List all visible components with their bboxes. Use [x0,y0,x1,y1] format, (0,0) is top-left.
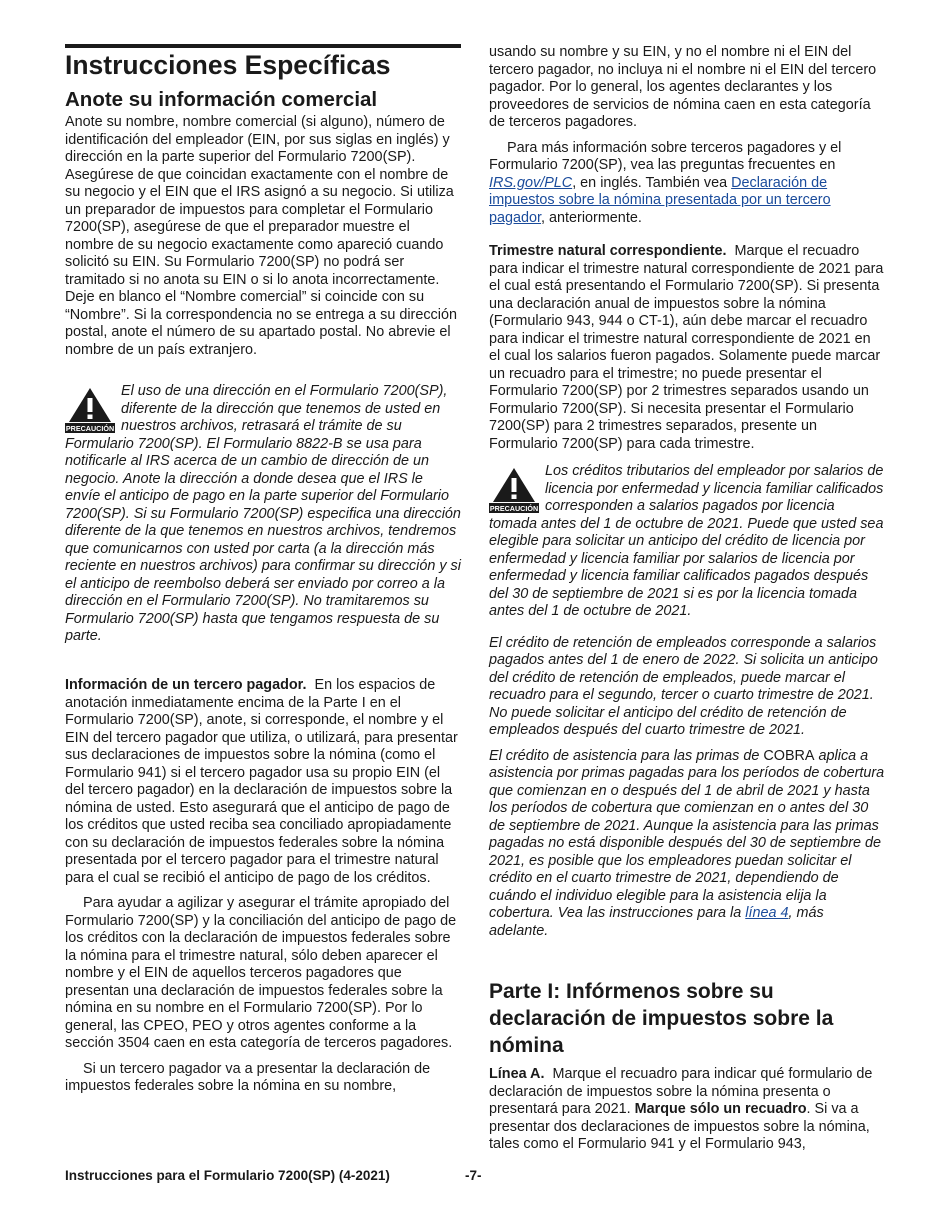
more-info-paragraph [489,140,885,228]
continued-paragraph: usando su nombre y su EIN, y no el nombre ni el EIN del tercero pagador, no incluya ni el nombre ni el EIN del tercero pagador. Por lo general, los agentes declarantes y los proveedores de servicios de nómina caen en esta categoría de terceros pagadores. [489,44,877,130]
irs-plc-link[interactable]: IRS.gov/PLC [489,174,573,191]
expedite-paragraph: Para ayudar a agilizar y asegurar el trámite apropiado del Formulario 7200(SP) y la conciliación del anticipo de pago de los créditos con la declaración de impuestos federales sobre la nómina para el trimestre natural, sólo deben aparecer el nombre y el EIN de aquellos terceros pagadores que presentan una declaración de impuestos federales sobre la nómina en su nombre en el Formulario 7200(SP). Por lo general, las CPEO, PEO y otros agentes conforme a la sección 3504 caen en esta categoría de terceros pagadores. [65,895,457,1051]
caution-box-address [65,383,461,646]
right-column-top [489,44,885,453]
page-title: Instrucciones Específicas [65,50,391,80]
third-party-declaration-link[interactable]: Declaración de impuestos sobre la nómina presentada por un tercero pagador [489,174,831,226]
cobra-text-c: , más adelante. [489,905,824,939]
footer-form-title: Instrucciones para el Formulario 7200(SP) (4-2021) [65,1168,390,1183]
cobra-text-a: El crédito de asistencia para las primas de [489,747,760,764]
third-party-heading: Información de un tercero pagador. [65,677,307,693]
business-info-section [65,114,461,359]
more-info-text-b: , en inglés. También vea [572,174,728,191]
calendar-quarter-text: Marque el recuadro para indicar el trimestre natural correspondiente de 2021 para el cual está presentando el Formulario 7200(SP). Si presenta una declaración anual de impuestos sobre la nómina (Formulario 943, 944 o CT-1), aún debe marcar el recuadro para indicar el trimestre natural correspondiente de 2021 en el cual los salarios fueron pagados. Solamente puede marcar un recuadro para el trimestre; no puede presentar el Formulario 7200(SP) por 2 trimestres separados usando un Formulario 7200(SP). Si necesita presentar el Formulario 7200(SP) para 2 trimestres separados, presente un Formulario 7200(SP) para cada trimestre. [489,243,884,452]
line-a-text-1: Marque el recuadro para indicar qué formulario de declaración de impuestos sobre la nómina presenta o presentará para 2021. [489,1066,873,1117]
warning-triangle-icon [65,386,115,433]
third-party-section [65,677,461,1096]
section-heading-business-info: Anote su información comercial [65,88,378,111]
line-a-section [489,1066,885,1154]
more-info-text-a: Para más información sobre terceros pagadores y el Formulario 7200(SP), vea las preguntas frecuentes en [489,139,842,173]
line-4-link[interactable]: línea 4 [745,905,789,921]
line-a-heading: Línea A. [489,1066,545,1082]
third-party-text: En los espacios de anotación inmediatamente encima de la Parte I en el Formulario 7200(SP), anote, si corresponde, el nombre y el EIN del tercero pagador que utiliza, o utilizará, para presentar sus declaraciones de impuestos sobre la nómina (como el Formulario 941) si el tercero pagador usa su propio EIN (el del tercero pagador) en la declaración de impuestos sobre la nómina de usted. Esto asegurará que el anticipo de pago de los créditos que usted reciba sea conciliado apropiadamente con su declaración de impuestos federales sobre la nómina presentada por el tercero pagador para el trimestre natural para el cual se recibió el anticipo de pago de los créditos. [65,677,458,886]
caution-box-credits [489,463,885,940]
caution-text-address: El uso de una dirección en el Formulario 7200(SP), diferente de la dirección que tenemos de usted en nuestros archivos, retrasará el trámite de su Formulario 7200(SP). El Formulario 8822-B se usa para notificarle al IRS acerca de un cambio de dirección de un negocio. Anote la dirección a donde desea que el IRS le envíe el anticipo de pago en la parte superior del Formulario 7200(SP). Si su Formulario 7200(SP) especifica una dirección diferente de la que tenemos en nuestros archivos, tendremos que comunicarnos con usted por carta (a la dirección más reciente en nuestros archivos) para confirmar su dirección y si el anticipo de reembolso deberá ser enviado por correo a la dirección en el Formulario 7200(SP). No tramitaremos su Formulario 7200(SP) hasta que tengamos respuesta de su parte. [65,383,461,644]
more-info-text-c: , anteriormente. [541,209,642,226]
third-party-filing-paragraph: Si un tercero pagador va a presentar la declaración de impuestos federales sobre la nómina en su nombre, [65,1060,431,1094]
caution-text-credits: Los créditos tributarios del empleador por salarios de licencia por enfermedad y licencia familiar calificados corresponden a salarios pagados por licencia tomada antes del 1 de octubre de 2021. Puede que usted sea elegible para solicitar un anticipo del crédito de licencia por enfermedad y licencia familiar por salarios de licencia por enfermedad y licencia familiar calificados pagados después del 30 de septiembre de 2021 si es por la licencia tomada antes del 1 de octubre de 2021. [489,463,884,619]
calendar-quarter-heading: Trimestre natural correspondiente. [489,243,727,259]
cobra-word: COBRA [763,747,815,764]
line-a-text-2: . Si va a presentar dos declaraciones de impuestos sobre la nómina, tales como el Formulario 941 y el Formulario 943, [489,1101,870,1152]
caution-label: PRECAUCIÓN [65,424,115,433]
part-1-heading: Parte I: Infórmenos sobre su declaración de impuestos sobre la nómina [489,980,834,1057]
cobra-text-b: aplica a asistencia por primas pagadas para los períodos de cobertura que comienzan en o después del 1 de abril de 2021 y hasta los períodos de cobertura que comienzan en o antes del 30 de septiembre de 2021. Aunque la asistencia para las primas pagadas no está disponible después del 30 de septiembre de 2021, es posible que los empleadores puedan solicitar el crédito en el cuarto trimestre de 2021, dependiendo de cuándo el individuo elegible para la asistencia elija la cobertura. Vea las instrucciones para la [489,747,885,921]
business-info-paragraph: Anote su nombre, nombre comercial (si alguno), número de identificación del empleador (EIN, por sus siglas en inglés) y dirección en la parte superior del Formulario 7200(SP). Asegúrese de que coincidan exactamente con el nombre de su negocio y el EIN que el IRS asignó a su negocio. Si utiliza un preparador de impuestos para completar el Formulario 7200(SP), asegúrese de que el preparador muestre el nombre de su negocio exactamente como apareció cuando solicitó su EIN. Su Formulario 7200(SP) no podrá ser tramitado si no anota su EIN o si lo anota incorrectamente. Deje en blanco el “Nombre comercial” si coincide con su “Nombre”. Si la correspondencia no se entrega a su dirección postal, anote el número de su apartado postal. No abrevie el nombre de un país extranjero. [65,114,457,358]
caution-label: PRECAUCIÓN [489,504,539,513]
line-a-bold: Marque sólo un recuadro [634,1101,807,1117]
retention-credit-paragraph: El crédito de retención de empleados corresponde a salarios pagados antes del 1 de enero de 2022. Si solicita un anticipo del crédito de retención de empleados, puede marcar el recuadro para el segundo, tercer o cuarto trimestre de 2021. No puede solicitar el anticipo del crédito de retención de empleados después del cuarto trimestre de 2021. [489,634,878,738]
cobra-paragraph [489,748,885,941]
warning-triangle-icon [489,466,539,513]
page-number: -7- [465,1168,482,1183]
